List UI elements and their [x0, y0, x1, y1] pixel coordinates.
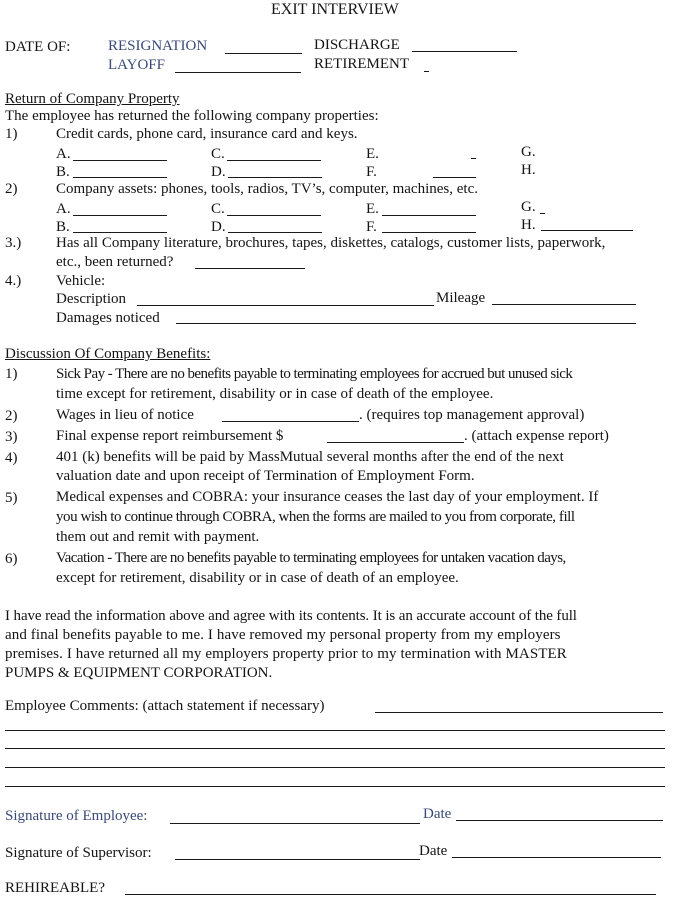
item1-letter-a: A. — [56, 146, 71, 162]
benefit-2-label: Wages in lieu of notice — [56, 407, 194, 423]
page-title: EXIT INTERVIEW — [271, 1, 399, 18]
benefit-1-line2: time except for retirement, disability or in case of death of the employee. — [56, 386, 494, 402]
vehicle-mileage-label: Mileage — [436, 290, 486, 306]
benefit-4-line2: valuation date and upon receipt of Termination of Employment Form. — [56, 468, 475, 484]
rehireable-label: REHIREABLE? — [5, 880, 105, 896]
item2-letter-b: B. — [56, 219, 70, 235]
benefit-2-number: 2) — [5, 408, 18, 424]
vehicle-description-label: Description — [56, 291, 126, 307]
rehireable-blank[interactable] — [125, 894, 656, 895]
benefit-3-note: . (attach expense report) — [464, 428, 609, 444]
vehicle-damages-label: Damages noticed — [56, 310, 160, 326]
discharge-blank[interactable] — [412, 51, 517, 52]
item2-blank-c[interactable] — [227, 215, 321, 216]
property-item-4-number: 4.) — [5, 273, 22, 289]
benefit-4-line1: 401 (k) benefits will be paid by MassMutual several months after the end of the next — [56, 449, 564, 465]
retirement-blank[interactable] — [424, 71, 429, 72]
employee-date-blank[interactable] — [456, 820, 663, 821]
supervisor-date-label: Date — [419, 843, 448, 859]
item1-letter-g: G. — [521, 144, 536, 160]
layoff-label: LAYOFF — [108, 57, 165, 73]
vehicle-damages-blank[interactable] — [176, 323, 636, 324]
benefit-5-line1: Medical expenses and COBRA: your insurance ceases the last day of your employment. If — [56, 489, 599, 505]
comments-blank-1[interactable] — [375, 712, 663, 713]
comments-blank-3[interactable] — [5, 748, 665, 749]
wages-in-lieu-blank[interactable] — [222, 421, 359, 422]
benefit-2-note: . (requires top management approval) — [359, 407, 585, 423]
item1-letter-c: C. — [211, 146, 225, 162]
vehicle-description-blank[interactable] — [137, 305, 434, 306]
item1-letter-b: B. — [56, 164, 70, 180]
benefit-5-line2: you wish to continue through COBRA, when the forms are mailed to you from corporate, fill — [56, 509, 575, 525]
item1-blank-c[interactable] — [227, 160, 321, 161]
item1-letter-h: H. — [521, 162, 536, 178]
property-item-3-number: 3.) — [5, 235, 22, 251]
property-item-2-text: Company assets: phones, tools, radios, TV’s, computer, machines, etc. — [56, 181, 478, 197]
item2-blank-d[interactable] — [228, 232, 322, 233]
item2-blank-e[interactable] — [382, 215, 476, 216]
vehicle-mileage-blank[interactable] — [492, 304, 636, 305]
item1-letter-f: F. — [366, 164, 377, 180]
layoff-blank[interactable] — [175, 72, 301, 73]
item1-letter-e: E. — [366, 146, 379, 162]
employee-signature-label: Signature of Employee: — [5, 808, 148, 824]
item1-blank-d[interactable] — [228, 177, 322, 178]
item1-letter-d: D. — [211, 164, 226, 180]
benefit-6-line2: except for retirement, disability or in case of death of an employee. — [56, 570, 459, 586]
employee-date-label: Date — [423, 806, 452, 822]
date-of-label: DATE OF: — [5, 39, 71, 55]
item2-letter-f: F. — [366, 219, 377, 235]
comments-blank-4[interactable] — [5, 767, 665, 768]
item2-letter-e: E. — [366, 201, 379, 217]
item2-letter-h: H. — [521, 217, 536, 233]
property-item-3-text-line2: etc., been returned? — [56, 254, 174, 270]
employee-comments-label: Employee Comments: (attach statement if necessary) — [5, 698, 325, 714]
item2-blank-b[interactable] — [73, 232, 167, 233]
property-item-4-text: Vehicle: — [56, 273, 106, 289]
item2-blank-a[interactable] — [73, 215, 167, 216]
item1-blank-f[interactable] — [433, 177, 476, 178]
expense-amount-blank[interactable] — [327, 442, 464, 443]
agreement-line-1: I have read the information above and agree with its contents. It is an accurate account of the full — [5, 608, 577, 624]
item2-letter-d: D. — [211, 219, 226, 235]
property-item-1-number: 1) — [5, 126, 18, 142]
agreement-line-4: PUMPS & EQUIPMENT CORPORATION. — [5, 665, 273, 681]
benefit-6-number: 6) — [5, 551, 18, 567]
discharge-label: DISCHARGE — [314, 37, 400, 53]
item2-blank-h[interactable] — [541, 230, 633, 231]
agreement-line-3: premises. I have returned all my employers property prior to my termination with MASTER — [5, 646, 567, 662]
item2-blank-g[interactable] — [540, 213, 545, 214]
item1-blank-a[interactable] — [73, 160, 167, 161]
item2-letter-c: C. — [211, 201, 225, 217]
resignation-label: RESIGNATION — [108, 38, 208, 54]
benefit-3-number: 3) — [5, 429, 18, 445]
property-item-2-number: 2) — [5, 181, 18, 197]
benefit-5-line3: them out and remit with payment. — [56, 529, 260, 545]
item1-blank-e[interactable] — [471, 158, 476, 159]
resignation-blank[interactable] — [225, 53, 302, 54]
item2-blank-f[interactable] — [382, 232, 476, 233]
benefit-5-number: 5) — [5, 490, 18, 506]
supervisor-signature-label: Signature of Supervisor: — [5, 845, 152, 861]
supervisor-date-blank[interactable] — [452, 857, 661, 858]
benefit-3-label: Final expense report reimbursement $ — [56, 428, 284, 444]
property-item-1-text: Credit cards, phone card, insurance card and keys. — [56, 126, 358, 142]
property-heading: Return of Company Property — [5, 91, 180, 107]
comments-blank-5[interactable] — [5, 786, 665, 787]
item1-blank-b[interactable] — [73, 177, 167, 178]
retirement-label: RETIREMENT — [314, 56, 409, 72]
employee-signature-blank[interactable] — [170, 823, 420, 824]
property-item-3-text-line1: Has all Company literature, brochures, tapes, diskettes, catalogs, customer lists, paperwork, — [56, 235, 606, 251]
comments-blank-2[interactable] — [5, 730, 665, 731]
agreement-line-2: and final benefits payable to me. I have removed my personal property from my employers — [5, 627, 561, 643]
benefit-4-number: 4) — [5, 450, 18, 466]
item2-letter-g: G. — [521, 199, 536, 215]
supervisor-signature-blank[interactable] — [175, 859, 420, 860]
property-intro: The employee has returned the following company properties: — [5, 108, 379, 124]
item3-returned-blank[interactable] — [195, 268, 305, 269]
item2-letter-a: A. — [56, 201, 71, 217]
benefit-1-number: 1) — [5, 366, 18, 382]
benefit-1-line1: Sick Pay - There are no benefits payable to terminating employees for accrued but unused sick — [56, 366, 573, 382]
benefit-6-line1: Vacation - There are no benefits payable to terminating employees for untaken vacation days, — [56, 550, 566, 566]
benefits-heading: Discussion Of Company Benefits: — [5, 346, 211, 362]
